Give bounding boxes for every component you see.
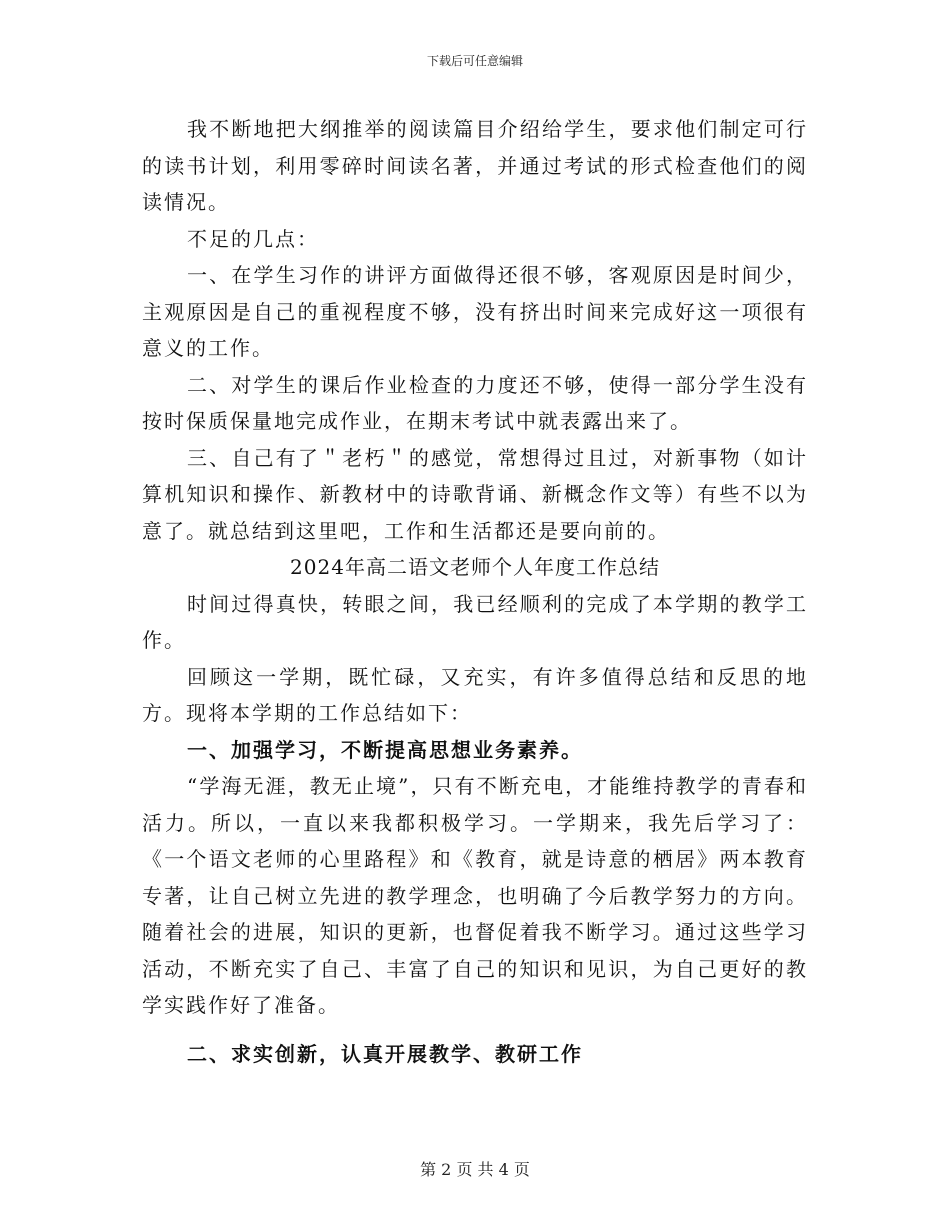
paragraph: “学海无涯，教无止境”，只有不断充电，才能维持教学的青春和活力。所以，一直以来我都积极学习。一学期来，我先后学习了：《一个语文老师的心里路程》和《教育，就是诗意的栖居》两本教育专著，让自己树立先进的教学理念，也明确了今后教学努力的方向。随着社会的进展，知识的更新，也督促着我不断学习。通过这些学习活动，不断充实了自己、丰富了自己的知识和见识，为自己更好的教学实践作好了准备。 — [142, 774, 808, 1017]
page-footer: 第 2 页 共 4 页 — [420, 1160, 530, 1179]
section-heading: 一、加强学习，不断提高思想业务素养。 — [187, 737, 583, 762]
paragraph: 我不断地把大纲推举的阅读篇目介绍给学生，要求他们制定可行的读书计划，利用零碎时间读名著，并通过考试的形式检查他们的阅读情况。 — [142, 117, 808, 214]
section-title: 2024年高二语文老师个人年度工作总结 — [290, 555, 660, 579]
paragraph: 不足的几点： — [187, 226, 319, 251]
paragraph: 回顾这一学期，既忙碌，又充实，有许多值得总结和反思的地方。现将本学期的工作总结如下： — [142, 664, 808, 725]
paragraph: 二、对学生的课后作业检查的力度还不够，使得一部分学生没有按时保质保量地完成作业，在期末考试中就表露出来了。 — [142, 372, 808, 433]
paragraph: 时间过得真快，转眼之间，我已经顺利的完成了本学期的教学工作。 — [142, 591, 808, 652]
paragraph: 三、自己有了＂老朽＂的感觉，常想得过且过，对新事物（如计算机知识和操作、新教材中的诗歌背诵、新概念作文等）有些不以为意了。就总结到这里吧，工作和生活都还是要向前的。 — [142, 445, 808, 543]
page-header: 下载后可任意编辑 — [426, 54, 523, 68]
section-heading: 二、求实创新，认真开展教学、教研工作 — [187, 1041, 583, 1066]
document-body — [142, 111, 808, 1072]
paragraph: 一、在学生习作的讲评方面做得还很不够，客观原因是时间少，主观原因是自己的重视程度不够，没有挤出时间来完成好这一项很有意义的工作。 — [142, 263, 808, 360]
